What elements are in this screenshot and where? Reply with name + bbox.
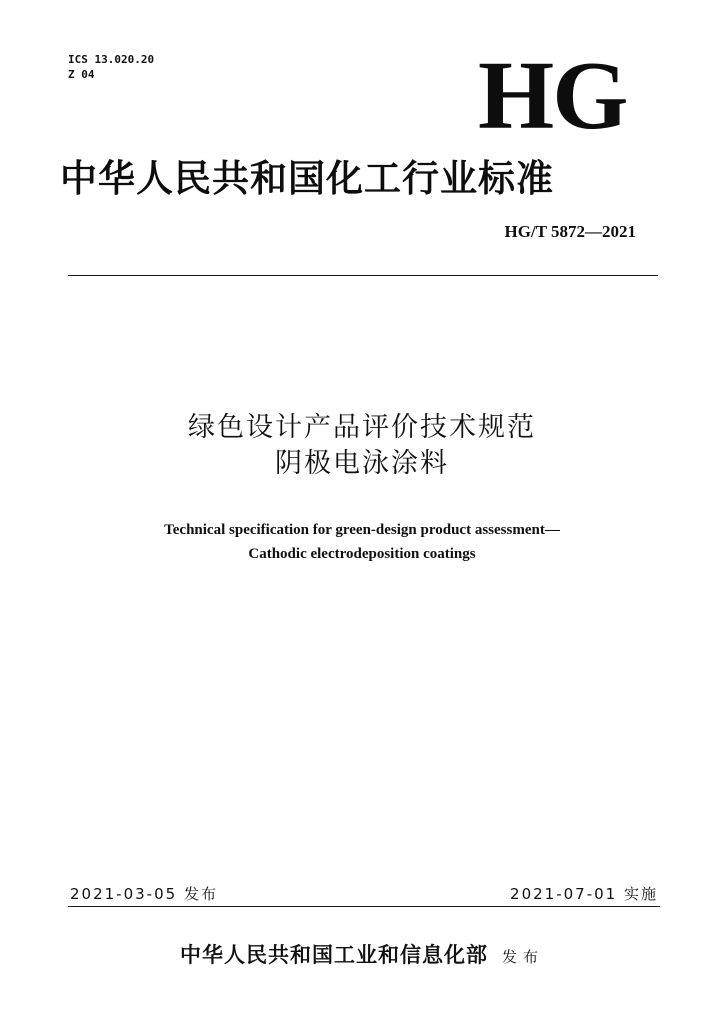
issuer-line bbox=[0, 940, 724, 972]
issue-date: 2021-03-05 发布 bbox=[70, 885, 218, 903]
english-title bbox=[0, 518, 724, 566]
issuer-action: 发布 bbox=[501, 948, 544, 966]
standard-title: 中华人民共和国化工行业标准 bbox=[60, 156, 554, 200]
standard-number: HG/T 5872—2021 bbox=[504, 222, 636, 241]
implementation-date: 2021-07-01 实施 bbox=[510, 885, 658, 903]
top-divider bbox=[68, 275, 658, 276]
chinese-title-line-2: 阴极电泳涂料 bbox=[275, 448, 449, 479]
english-title-line-1: Technical specification for green-design product assessment— bbox=[164, 522, 560, 538]
chinese-title bbox=[0, 410, 724, 482]
english-title-line-2: Cathodic electrodeposition coatings bbox=[248, 546, 476, 562]
ccs-code: Z 04 bbox=[68, 68, 95, 81]
bottom-divider bbox=[68, 906, 660, 907]
ics-code: ICS 13.020.20 bbox=[68, 53, 155, 66]
chinese-title-line-1: 绿色设计产品评价技术规范 bbox=[188, 412, 536, 443]
classification-codes bbox=[68, 52, 154, 82]
hg-logo: HG bbox=[478, 42, 627, 150]
issuer-name: 中华人民共和国工业和信息化部 bbox=[179, 942, 488, 967]
